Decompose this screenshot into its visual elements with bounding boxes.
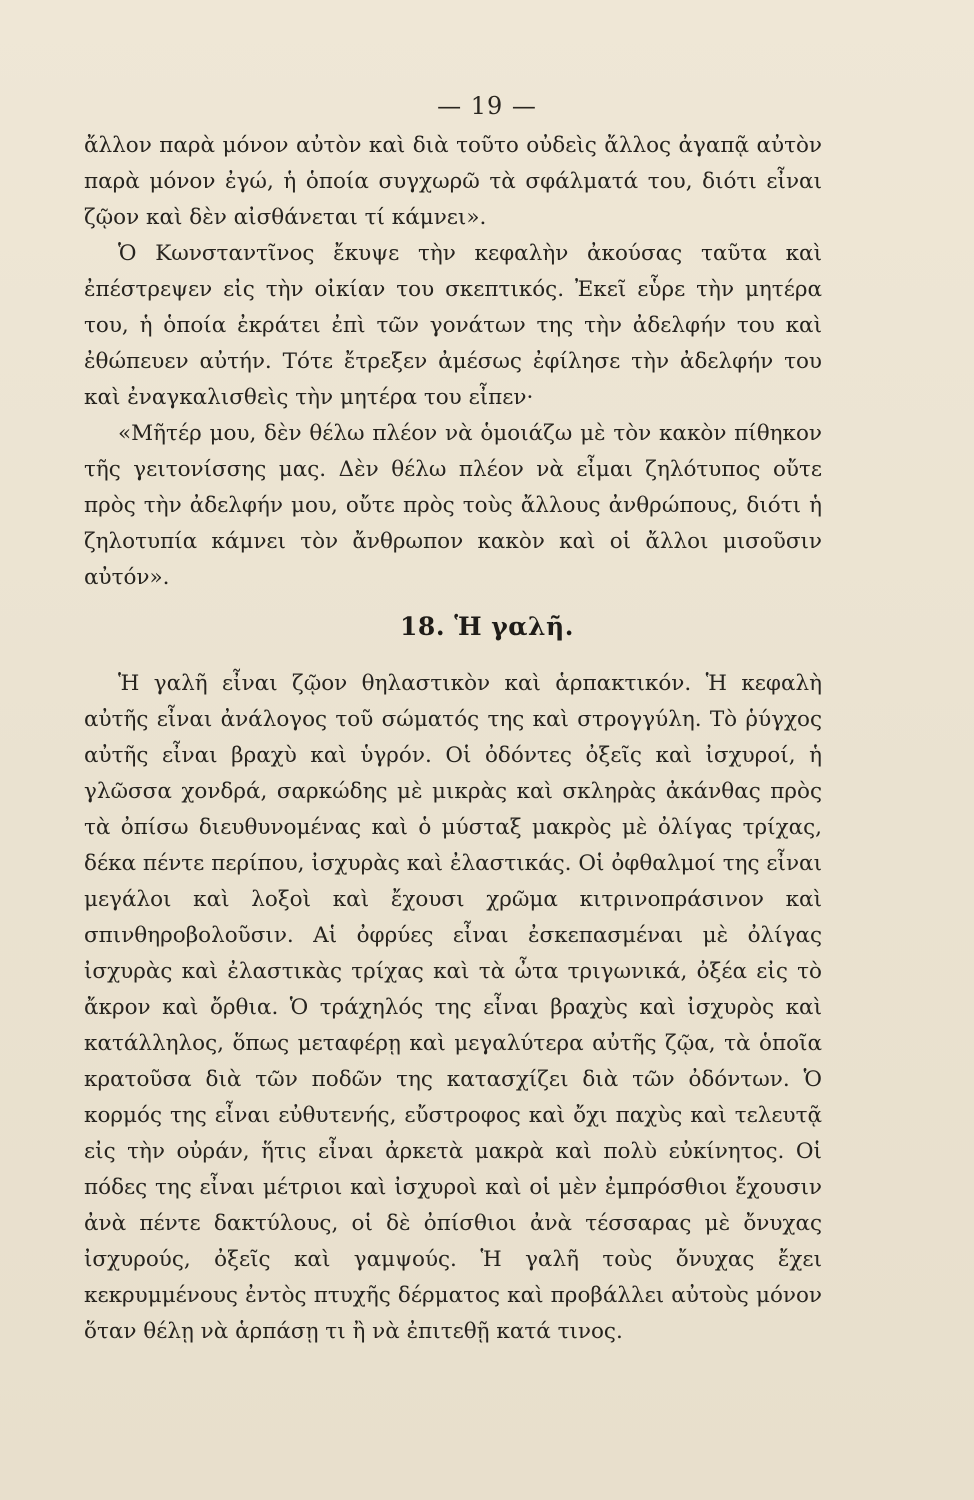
story-text — [84, 128, 822, 596]
page-number: — 19 — — [437, 92, 537, 120]
story-paragraph: Ὁ Κωνσταντῖνος ἔκυψε τὴν κεφαλὴν ἀκούσας ταῦτα καὶ ἐπέστρεψεν εἰς τὴν οἰκίαν του σκεπτικός. Ἐκεῖ εὗρε τὴν μητέρα του, ἡ ὁποία ἐκράτει ἐπὶ τῶν γονάτων της τὴν ἀδελφήν του καὶ ἐθώπευεν αὐτήν. Τότε ἔτρεξεν ἀμέσως ἐφίλησε τὴν ἀδελφήν του καὶ ἐναγκαλισθεὶς τὴν μητέρα του εἶπεν· — [84, 241, 822, 410]
story-paragraph: ἄλλον παρὰ μόνον αὐτὸν καὶ διὰ τοῦτο οὐδεὶς ἄλλος ἀγαπᾷ αὐτὸν παρὰ μόνον ἐγώ, ἡ ὁποία συγχωρῶ τὰ σφάλματά του, διότι εἶναι ζῷον καὶ δὲν αἰσθάνεται τί κάμνει». — [84, 133, 822, 230]
section-paragraph: Ἡ γαλῆ εἶναι ζῷον θηλαστικὸν καὶ ἁρπακτικόν. Ἡ κεφαλὴ αὐτῆς εἶναι ἀνάλογος τοῦ σώματός της καὶ στρογγύλη. Τὸ ῥύγχος αὐτῆς εἶναι βραχὺ καὶ ὑγρόν. Οἱ ὀδόντες ὀξεῖς καὶ ἰσχυροί, ἡ γλῶσσα χονδρά, σαρκώδης μὲ μικρὰς καὶ σκληρὰς ἀκάνθας πρὸς τὰ ὀπίσω διευθυνομένας καὶ ὁ μύσταξ μακρὸς μὲ ὀλίγας τρίχας, δέκα πέντε περίπου, ἰσχυρὰς καὶ ἐλαστικάς. Οἱ ὀφθαλμοί της εἶναι μεγάλοι καὶ λοξοὶ καὶ ἔχουσι χρῶμα κιτρινοπράσινον καὶ σπινθηροβολοῦσιν. Αἱ ὀφρύες εἶναι ἐσκεπασμέναι μὲ ὀλίγας ἰσχυρὰς καὶ ἐλαστικὰς τρίχας καὶ τὰ ὦτα τριγωνικά, ὀξέα εἰς τὸ ἄκρον καὶ ὄρθια. Ὁ τράχηλός της εἶναι βραχὺς καὶ ἰσχυρὸς καὶ κατάλληλος, ὅπως μεταφέρῃ καὶ μεγαλύτερα αὐτῆς ζῷα, τὰ ὁποῖα κρατοῦσα διὰ τῶν ποδῶν της κατασχίζει διὰ τῶν ὀδόντων. Ὁ κορμός της εἶναι εὐθυτενής, εὔστροφος καὶ ὄχι παχὺς καὶ τελευτᾷ εἰς τὴν οὐράν, ἥτις εἶναι ἀρκετὰ μακρὰ καὶ πολὺ εὐκίνητος. Οἱ πόδες της εἶναι μέτριοι καὶ ἰσχυροὶ καὶ οἱ μὲν ἐμπρόσθιοι ἔχουσιν ἀνὰ πέντε δακτύλους, οἱ δὲ ὀπίσθιοι ἀνὰ τέσσαρας μὲ ὄνυχας ἰσχυρούς, ὀξεῖς καὶ γαμψούς. Ἡ γαλῆ τοὺς ὄνυχας ἔχει κεκρυμμένους ἐντὸς πτυχῆς δέρματος καὶ προβάλλει αὐτοὺς μόνον ὅταν θέλῃ νὰ ἁρπάσῃ τι ἢ νὰ ἐπιτεθῇ κατά τινος. — [84, 671, 822, 1344]
story-paragraph: «Μῆτέρ μου, δὲν θέλω πλέον νὰ ὁμοιάζω μὲ τὸν κακὸν πίθηκον τῆς γειτονίσσης μας. Δὲν θέλω πλέον νὰ εἶμαι ζηλότυπος οὔτε πρὸς τὴν ἀδελφήν μου, οὔτε πρὸς τοὺς ἄλλους ἀνθρώπους, διότι ἡ ζηλοτυπία κάμνει τὸν ἄνθρωπον κακὸν καὶ οἱ ἄλλοι μισοῦσιν αὐτόν». — [84, 421, 822, 590]
section-text — [84, 666, 822, 1350]
section-title: 18. Ἡ γαλῆ. — [400, 612, 574, 641]
